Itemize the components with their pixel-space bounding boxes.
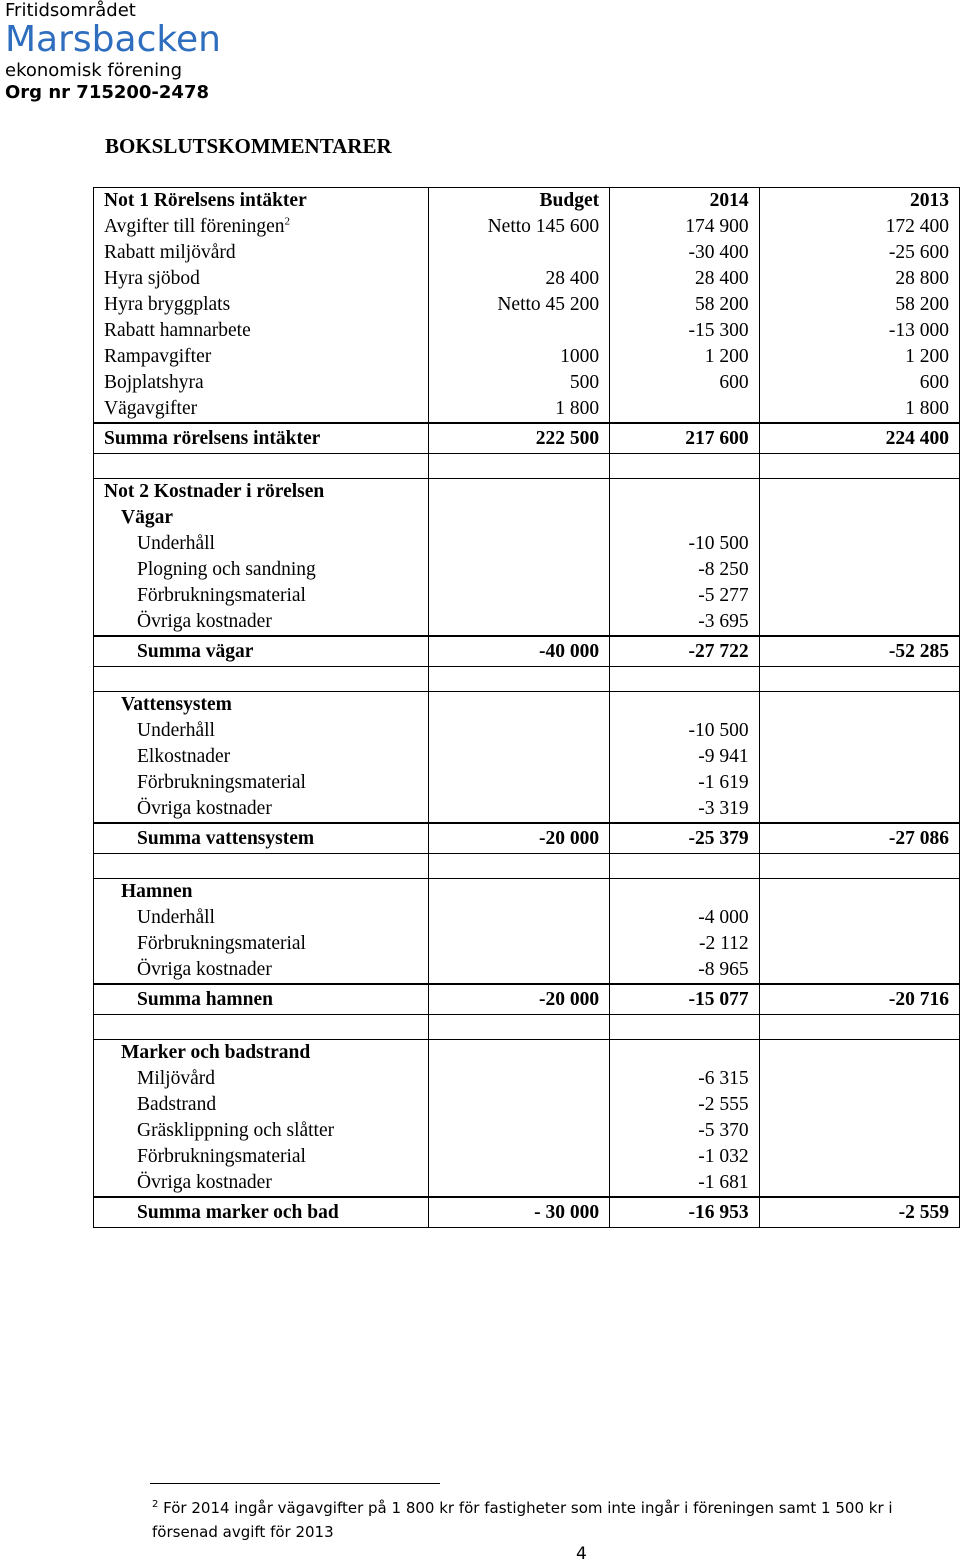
- sum-label: Summa hamnen: [94, 984, 429, 1015]
- table-row: [94, 905, 960, 931]
- sum-2014: -16 953: [610, 1197, 759, 1228]
- empty-cell: [610, 854, 759, 879]
- cell-2013: 58 200: [759, 292, 959, 318]
- empty-cell: [759, 583, 959, 609]
- cell-2014: -2 555: [610, 1092, 759, 1118]
- cell-budget: 1000: [429, 344, 610, 370]
- empty-cell: [429, 1092, 610, 1118]
- cell-2014: 1 200: [610, 344, 759, 370]
- empty-cell: [759, 905, 959, 931]
- empty-cell: [759, 1118, 959, 1144]
- sum-budget: -20 000: [429, 984, 610, 1015]
- empty-cell: [610, 879, 759, 906]
- sum-budget: -40 000: [429, 636, 610, 667]
- row-label: Avgifter till föreningen$^2$: [94, 214, 429, 240]
- financial-table: [93, 187, 960, 1228]
- sum-2013: -2 559: [759, 1197, 959, 1228]
- empty-cell: [429, 1118, 610, 1144]
- row-label: Plogning och sandning: [94, 557, 429, 583]
- cell-2014: -10 500: [610, 718, 759, 744]
- empty-cell: [429, 957, 610, 984]
- row-label: Hyra bryggplats: [94, 292, 429, 318]
- section-heading-vagar: Vägar: [94, 505, 429, 531]
- empty-cell: [429, 1170, 610, 1197]
- empty-cell: [429, 1144, 610, 1170]
- footnote-text: För 2014 ingår vägavgifter på 1 800 kr för fastigheter som inte ingår i föreningen samt 1 500 kr i försenad avgift för 2013: [152, 1499, 893, 1541]
- org-header-line3: ekonomisk förening: [5, 60, 183, 81]
- cell-2014: 58 200: [610, 292, 759, 318]
- cell-2014: -5 370: [610, 1118, 759, 1144]
- table-row: [94, 692, 960, 719]
- spacer-row: [94, 1015, 960, 1040]
- org-header-line1: Fritidsområdet: [5, 0, 136, 21]
- table-row: [94, 292, 960, 318]
- empty-cell: [429, 905, 610, 931]
- table-row: [94, 1118, 960, 1144]
- cell-budget: 500: [429, 370, 610, 396]
- footnote-ref: 2: [284, 215, 290, 228]
- table-row: [94, 1144, 960, 1170]
- table-row: [94, 531, 960, 557]
- empty-cell: [759, 879, 959, 906]
- sum-2013: 224 400: [759, 423, 959, 454]
- empty-cell: [610, 692, 759, 719]
- cell-2014: 28 400: [610, 266, 759, 292]
- empty-cell: [759, 744, 959, 770]
- sum-2013: -27 086: [759, 823, 959, 854]
- cell-2014: -6 315: [610, 1066, 759, 1092]
- empty-cell: [610, 479, 759, 506]
- cell-budget: [429, 240, 610, 266]
- cell-2014: -8 965: [610, 957, 759, 984]
- empty-cell: [429, 667, 610, 692]
- cell-2014: -4 000: [610, 905, 759, 931]
- empty-cell: [759, 718, 959, 744]
- row-label: Underhåll: [94, 905, 429, 931]
- cell-2014: 600: [610, 370, 759, 396]
- spacer-row: [94, 667, 960, 692]
- empty-cell: [759, 454, 959, 479]
- footnote-number: 2: [152, 1499, 159, 1510]
- column-header-2014: 2014: [610, 188, 759, 215]
- row-label: Bojplatshyra: [94, 370, 429, 396]
- empty-cell: [429, 854, 610, 879]
- empty-cell: [429, 1040, 610, 1067]
- table-row: [94, 718, 960, 744]
- cell-2014: -1 681: [610, 1170, 759, 1197]
- row-label: Förbrukningsmaterial: [94, 770, 429, 796]
- empty-cell: [759, 796, 959, 823]
- section-heading-marker: Marker och badstrand: [94, 1040, 429, 1067]
- empty-cell: [759, 1144, 959, 1170]
- sum-label: Summa marker och bad: [94, 1197, 429, 1228]
- empty-cell: [429, 796, 610, 823]
- cell-2014: -1 032: [610, 1144, 759, 1170]
- sum-2014: -27 722: [610, 636, 759, 667]
- empty-cell: [610, 505, 759, 531]
- table-row: [94, 744, 960, 770]
- footnote: [152, 1493, 952, 1544]
- cell-budget: Netto 45 200: [429, 292, 610, 318]
- table-row: [94, 557, 960, 583]
- cell-2013: 1 200: [759, 344, 959, 370]
- note2-heading: Not 2 Kostnader i rörelsen: [94, 479, 429, 506]
- empty-cell: [610, 1040, 759, 1067]
- section-heading-hamnen: Hamnen: [94, 879, 429, 906]
- table-row: [94, 344, 960, 370]
- cell-2014: -5 277: [610, 583, 759, 609]
- table-row: [94, 1040, 960, 1067]
- row-label: Gräsklippning och slåtter: [94, 1118, 429, 1144]
- sum-label: Summa rörelsens intäkter: [94, 423, 429, 454]
- row-label: Hyra sjöbod: [94, 266, 429, 292]
- cell-2013: 1 800: [759, 396, 959, 423]
- empty-cell: [610, 1015, 759, 1040]
- empty-cell: [94, 667, 429, 692]
- empty-cell: [429, 692, 610, 719]
- empty-cell: [759, 1040, 959, 1067]
- empty-cell: [759, 505, 959, 531]
- sum-2013: -20 716: [759, 984, 959, 1015]
- sum-row: [94, 636, 960, 667]
- sum-2014: 217 600: [610, 423, 759, 454]
- org-header: [5, 0, 221, 104]
- empty-cell: [759, 931, 959, 957]
- empty-cell: [759, 1015, 959, 1040]
- empty-cell: [759, 479, 959, 506]
- empty-cell: [759, 667, 959, 692]
- empty-cell: [429, 583, 610, 609]
- table-row: [94, 1170, 960, 1197]
- column-header-budget: Budget: [429, 188, 610, 215]
- row-label: Badstrand: [94, 1092, 429, 1118]
- cell-budget: 1 800: [429, 396, 610, 423]
- empty-cell: [429, 931, 610, 957]
- page-title: BOKSLUTSKOMMENTARER: [105, 134, 392, 158]
- row-label: Rampavgifter: [94, 344, 429, 370]
- sum-2014: -15 077: [610, 984, 759, 1015]
- empty-cell: [759, 770, 959, 796]
- table-row: [94, 505, 960, 531]
- empty-cell: [759, 854, 959, 879]
- table-row: [94, 609, 960, 636]
- table-row: [94, 931, 960, 957]
- empty-cell: [759, 692, 959, 719]
- row-label: Underhåll: [94, 718, 429, 744]
- section-heading-vattensystem: Vattensystem: [94, 692, 429, 719]
- empty-cell: [759, 609, 959, 636]
- table-row: [94, 583, 960, 609]
- empty-cell: [429, 744, 610, 770]
- sum-row: [94, 1197, 960, 1228]
- cell-2014: -3 695: [610, 609, 759, 636]
- empty-cell: [429, 770, 610, 796]
- sum-row: [94, 984, 960, 1015]
- empty-cell: [759, 531, 959, 557]
- cell-2014: -10 500: [610, 531, 759, 557]
- table-row: [94, 1066, 960, 1092]
- row-label: Miljövård: [94, 1066, 429, 1092]
- sum-row: [94, 823, 960, 854]
- sum-2014: -25 379: [610, 823, 759, 854]
- cell-budget: 28 400: [429, 266, 610, 292]
- spacer-row: [94, 854, 960, 879]
- org-number: Org nr 715200-2478: [5, 82, 210, 103]
- row-label: Förbrukningsmaterial: [94, 583, 429, 609]
- empty-cell: [610, 454, 759, 479]
- empty-cell: [429, 718, 610, 744]
- row-label: Förbrukningsmaterial: [94, 931, 429, 957]
- cell-2013: 600: [759, 370, 959, 396]
- empty-cell: [429, 557, 610, 583]
- spacer-row: [94, 454, 960, 479]
- cell-2014: -1 619: [610, 770, 759, 796]
- empty-cell: [610, 667, 759, 692]
- cell-2013: -13 000: [759, 318, 959, 344]
- table-row: [94, 957, 960, 984]
- empty-cell: [429, 1015, 610, 1040]
- empty-cell: [429, 505, 610, 531]
- cell-budget: [429, 318, 610, 344]
- empty-cell: [94, 1015, 429, 1040]
- row-label: Övriga kostnader: [94, 1170, 429, 1197]
- row-label: Vägavgifter: [94, 396, 429, 423]
- row-label: Förbrukningsmaterial: [94, 1144, 429, 1170]
- empty-cell: [759, 557, 959, 583]
- cell-2013: 172 400: [759, 214, 959, 240]
- empty-cell: [94, 454, 429, 479]
- cell-2013: 28 800: [759, 266, 959, 292]
- empty-cell: [429, 454, 610, 479]
- sum-budget: -20 000: [429, 823, 610, 854]
- row-label: Övriga kostnader: [94, 796, 429, 823]
- row-label: Rabatt miljövård: [94, 240, 429, 266]
- empty-cell: [429, 479, 610, 506]
- sum-budget: 222 500: [429, 423, 610, 454]
- sum-label: Summa vägar: [94, 636, 429, 667]
- cell-2014: -30 400: [610, 240, 759, 266]
- table-row: [94, 318, 960, 344]
- cell-2014: -2 112: [610, 931, 759, 957]
- table-row: [94, 1092, 960, 1118]
- table-row: [94, 214, 960, 240]
- sum-row: [94, 423, 960, 454]
- empty-cell: [429, 609, 610, 636]
- empty-cell: [759, 1170, 959, 1197]
- table-row: [94, 879, 960, 906]
- cell-2014: 174 900: [610, 214, 759, 240]
- table-row: [94, 240, 960, 266]
- empty-cell: [759, 1092, 959, 1118]
- empty-cell: [94, 854, 429, 879]
- note1-heading: Not 1 Rörelsens intäkter: [94, 188, 429, 215]
- table-row: [94, 188, 960, 215]
- table-row: [94, 770, 960, 796]
- row-label: Övriga kostnader: [94, 957, 429, 984]
- empty-cell: [759, 1066, 959, 1092]
- org-name: Marsbacken: [5, 19, 221, 60]
- cell-2014: [610, 396, 759, 423]
- table-row: [94, 396, 960, 423]
- sum-2013: -52 285: [759, 636, 959, 667]
- table-row: [94, 479, 960, 506]
- row-label: Rabatt hamnarbete: [94, 318, 429, 344]
- empty-cell: [759, 957, 959, 984]
- cell-budget: Netto 145 600: [429, 214, 610, 240]
- cell-2013: -25 600: [759, 240, 959, 266]
- row-label: Elkostnader: [94, 744, 429, 770]
- cell-2014: -8 250: [610, 557, 759, 583]
- table-row: [94, 266, 960, 292]
- row-label: Underhåll: [94, 531, 429, 557]
- page-number: 4: [576, 1544, 587, 1564]
- cell-2014: -3 319: [610, 796, 759, 823]
- cell-2014: -15 300: [610, 318, 759, 344]
- row-label: Övriga kostnader: [94, 609, 429, 636]
- table-row: [94, 796, 960, 823]
- empty-cell: [429, 879, 610, 906]
- sum-label: Summa vattensystem: [94, 823, 429, 854]
- cell-2014: -9 941: [610, 744, 759, 770]
- sum-budget: - 30 000: [429, 1197, 610, 1228]
- empty-cell: [429, 1066, 610, 1092]
- empty-cell: [429, 531, 610, 557]
- column-header-2013: 2013: [759, 188, 959, 215]
- table-row: [94, 370, 960, 396]
- footnote-divider: [150, 1483, 440, 1484]
